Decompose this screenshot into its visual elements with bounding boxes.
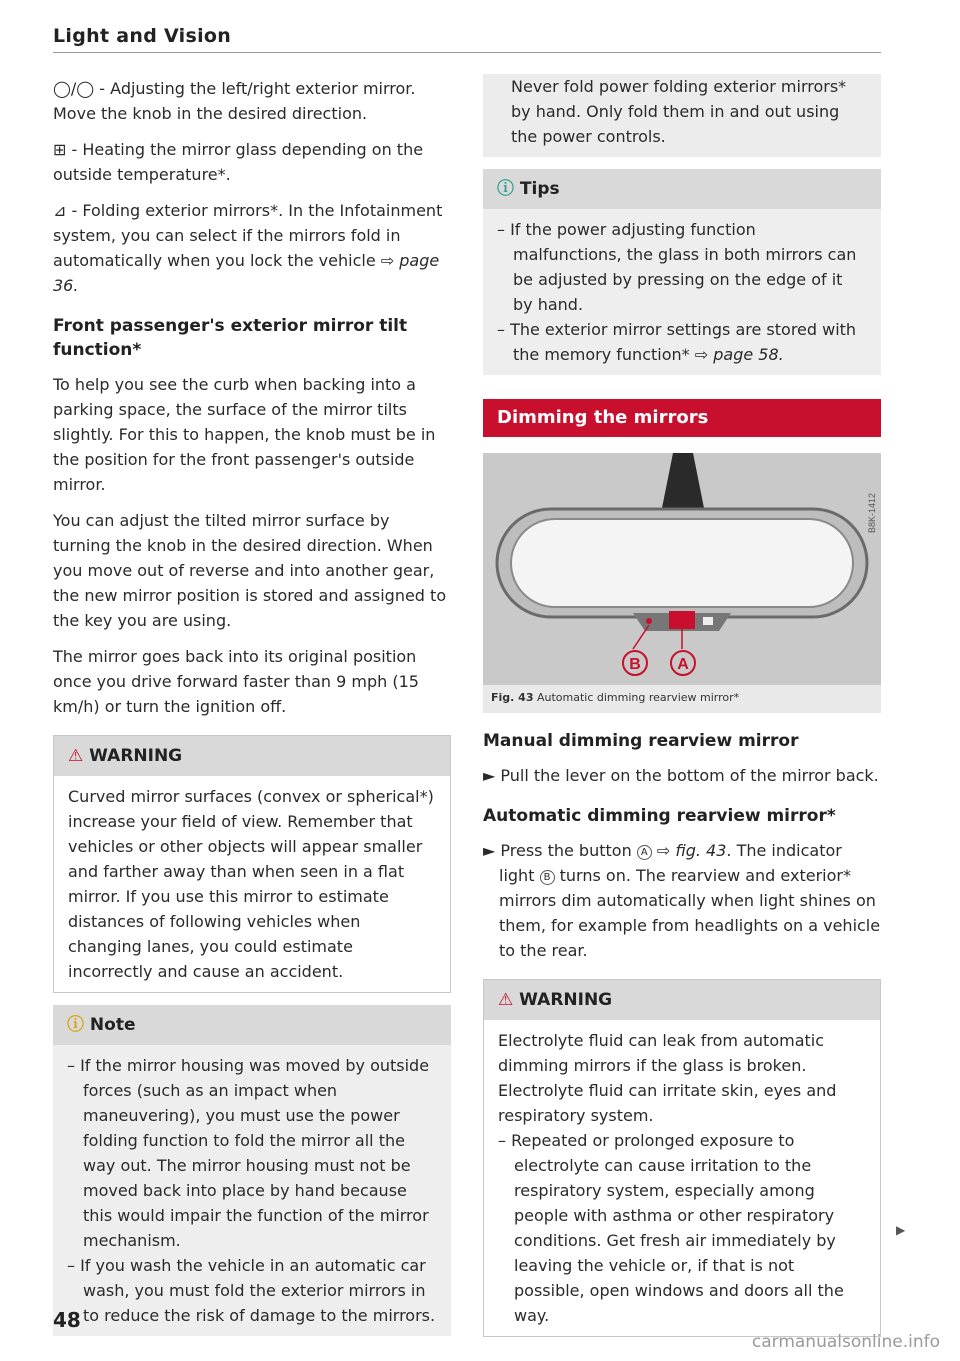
site-watermark: carmanualsonline.info — [751, 1332, 940, 1352]
paragraph-mirror-folding: ⊿ - Folding exterior mirrors*. In the Infotainment system, you can select if the mirrors fold in automatically when you lock the vehicle ⇨ page 36. — [53, 201, 443, 295]
subhead-manual-dimming: Manual dimming rearview mirror — [483, 731, 799, 751]
tips-box — [483, 169, 881, 375]
warning-body-electrolyte — [484, 1020, 880, 1336]
auto-dimming-step: ► Press the button A ⇨ fig. 43. The indicator light B turns on. The rearview and exterior* mirrors dim automatically when light shines on them, for example from headlights on a vehicle to the rear. — [483, 841, 881, 960]
paragraph-tilt-3: The mirror goes back into its original position once you drive forward faster than 9 mph (15 km/h) or turn the ignition off. — [53, 647, 419, 716]
manual-dimming-step: ► Pull the lever on the bottom of the mirror back. — [483, 766, 879, 785]
paragraph-mirror-adjust: ◯/◯ - Adjusting the left/right exterior mirror. Move the knob in the desired direction. — [53, 79, 416, 123]
tips-body — [483, 209, 881, 375]
mirror-select-icon: ◯/◯ — [53, 79, 95, 98]
tips-item-2: – The exterior mirror settings are stored with the memory function* ⇨ page 58. — [497, 320, 857, 364]
page-number: 48 — [53, 1308, 81, 1332]
note-item-1: – If the mirror housing was moved by outside forces (such as an impact when maneuvering), you must use the power folding function to fold the mirror all the way out. The mirror housing must not be moved back into place by hand because this would impair the function of the mirror mechanism. — [67, 1056, 430, 1250]
warning-box-curved-mirror — [53, 735, 451, 993]
right-column — [483, 76, 881, 1349]
warning-electrolyte-text: Electrolyte fluid can leak from automatic dimming mirrors if the glass is broken. Electrolyte fluid can irritate skin, eyes and respiratory system. — [498, 1031, 837, 1125]
rearview-mirror-illustration — [483, 453, 881, 685]
page-reference-link[interactable]: ⇨ page 36. — [53, 251, 440, 295]
indicator-b-symbol: B — [540, 870, 555, 885]
fold-mirror-icon: ⊿ — [53, 201, 67, 220]
figure-label-a: A — [677, 656, 689, 673]
subhead-tilt-function: Front passenger's exterior mirror tilt function* — [53, 316, 408, 360]
tips-info-icon: ⓘ — [497, 179, 514, 199]
figure-rearview-mirror — [483, 453, 881, 713]
paragraph-tilt-2: You can adjust the tilted mirror surface by turning the knob in the desired direction. When you move out of reverse and into another gear, the new mirror position is stored and assigned to the key you are using. — [53, 511, 447, 630]
page-reference-link[interactable]: ⇨ page 58. — [694, 345, 784, 364]
button-a-symbol: A — [637, 845, 652, 860]
tips-item-1: – If the power adjusting function malfunctions, the glass in both mirrors can be adjusted by pressing on the edge of it by hand. — [497, 220, 857, 314]
note-box — [53, 1005, 451, 1336]
warning-triangle-icon: ⚠ — [498, 990, 514, 1010]
section-title-dimming: Dimming the mirrors — [483, 399, 881, 437]
paragraph-mirror-heating: ⊞ - Heating the mirror glass depending on the outside temperature*. — [53, 140, 424, 184]
header-rule — [53, 52, 881, 53]
figure-caption: Fig. 43 Automatic dimming rearview mirror* — [491, 691, 740, 704]
note-header: ⓘ Note — [53, 1005, 451, 1045]
figure-code: B8K-1412 — [867, 492, 877, 534]
heating-icon: ⊞ — [53, 140, 67, 159]
warning-triangle-icon: ⚠ — [68, 746, 84, 766]
folding-caution-body: Never fold power folding exterior mirrors* by hand. Only fold them in and out using the power controls. — [483, 74, 881, 157]
paragraph-tilt-1: To help you see the curb when backing into a parking space, the surface of the mirror tilts slightly. For this to happen, the knob must be in the position for the front passenger's outside mirror. — [53, 375, 436, 494]
tips-header: ⓘ Tips — [483, 169, 881, 209]
warning-body: Curved mirror surfaces (convex or spherical*) increase your field of view. Remember that vehicles or other objects will appear smaller and farther away than when seen in a flat mirror. If you use this mirror to estimate distances of following vehicles when changing lanes, you could estimate incorrectly and cause an accident. — [54, 776, 450, 992]
continue-arrow-icon: ▶ — [896, 1223, 906, 1237]
warning-electrolyte-item: – Repeated or prolonged exposure to electrolyte can cause irritation to the respiratory system, especially among people with asthma or other respiratory conditions. Get fresh air immediately by leaving the vehicle or, if that is not possible, open windows and doors all the way. — [498, 1131, 844, 1325]
warning-header-electrolyte: ⚠ WARNING — [484, 980, 880, 1020]
subhead-auto-dimming: Automatic dimming rearview mirror* — [483, 806, 836, 826]
note-exclamation-icon: ⓘ — [67, 1015, 84, 1035]
left-column — [53, 76, 451, 1348]
warning-box-electrolyte — [483, 979, 881, 1337]
folding-caution-box — [483, 74, 881, 157]
warning-header: ⚠ WARNING — [54, 736, 450, 776]
note-item-2: – If you wash the vehicle in an automatic car wash, you must fold the exterior mirrors in to reduce the risk of damage to the mirrors. — [67, 1256, 436, 1325]
figure-label-b: B — [629, 656, 641, 673]
figure-reference-link[interactable]: ⇨ fig. 43 — [651, 841, 727, 860]
page-header-title: Light and Vision — [53, 25, 232, 47]
note-body — [53, 1045, 451, 1336]
